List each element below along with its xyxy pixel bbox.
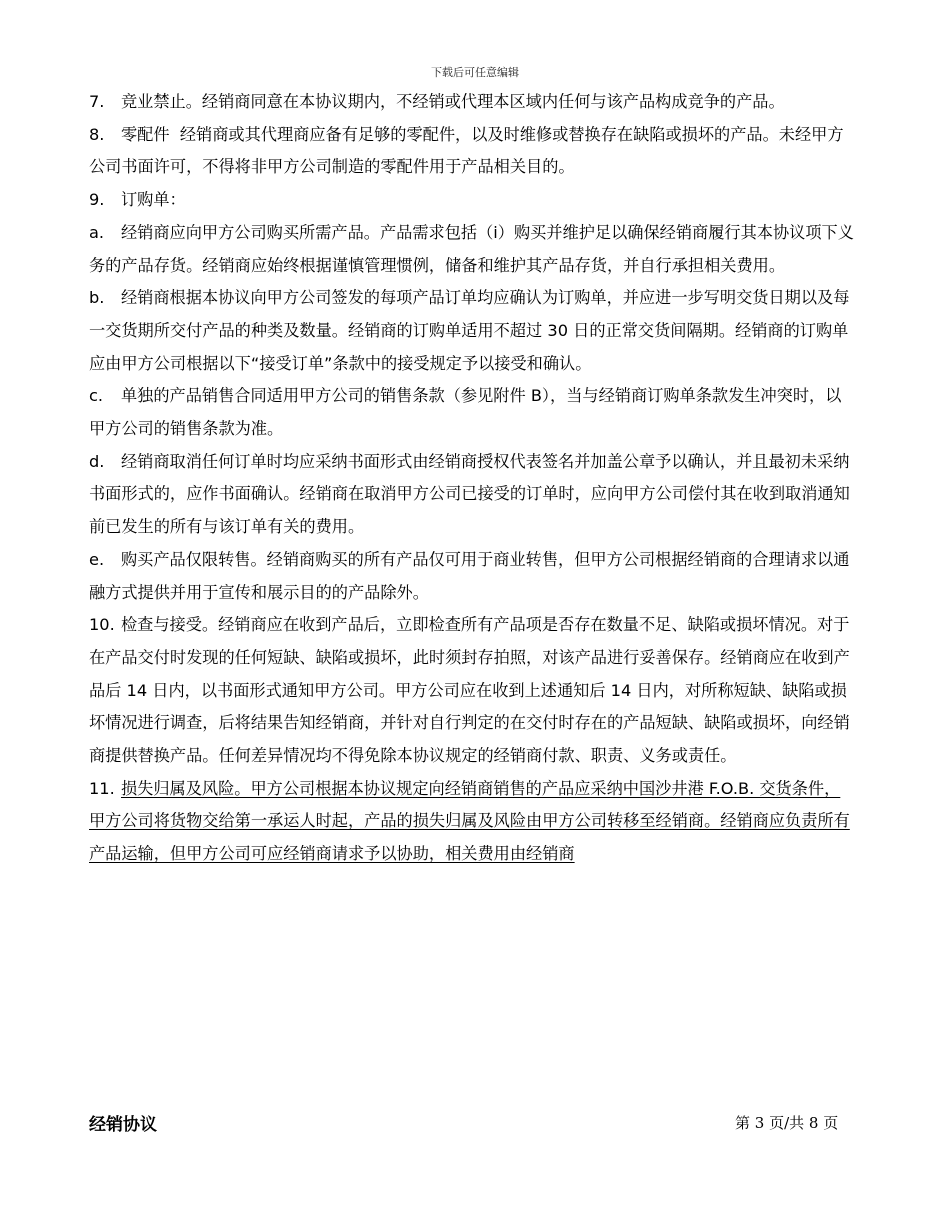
- header-note: 下载后可任意编辑: [431, 66, 519, 79]
- clause-8: 8. 零配件 经销商或其代理商应备有足够的零配件，以及时维修或替换存在缺陷或损坏的产品。未经甲方公司书面许可，不得将非甲方公司制造的零配件用于产品相关目的。: [89, 124, 844, 177]
- footer-title: 经销协议: [89, 1115, 157, 1135]
- clause-7: 7. 竞业禁止。经销商同意在本协议期内，不经销或代理本区域内任何与该产品构成竞争的产品。: [89, 92, 785, 111]
- clause-9c: c. 单独的产品销售合同适用甲方公司的销售条款（参见附件 B），当与经销商订购单条款发生冲突时，以甲方公司的销售条款为准。: [89, 386, 842, 439]
- clause-9e: e. 购买产品仅限转售。经销商购买的所有产品仅可用于商业转售，但甲方公司根据经销商的合理请求以通融方式提供并用于宣传和展示目的的产品除外。: [89, 549, 850, 602]
- clause-9a: a. 经销商应向甲方公司购买所需产品。产品需求包括（i）购买并维护足以确保经销商履行其本协议项下义务的产品存货。经销商应始终根据谨慎管理惯例，储备和维护其产品存货，并自行承担相关费用。: [89, 222, 854, 275]
- clause-11: 11. 损失归属及风险。甲方公司根据本协议规定向经销商销售的产品应采纳中国沙井港 F.O.B. 交货条件，甲方公司将货物交给第一承运人时起，产品的损失归属及风险由甲方公司转移至经销商。经销商应负责所有产品运输，但甲方公司可应经销商请求予以协助，相关费用由经销商: [89, 778, 850, 864]
- page-number: 第 3 页/共 8 页: [735, 1114, 839, 1132]
- clause-10: 10. 检查与接受。经销商应在收到产品后，立即检查所有产品项是否存在数量不足、缺陷或损坏情况。对于在产品交付时发现的任何短缺、缺陷或损坏，此时须封存拍照，对该产品进行妥善保存。经销商应在收到产品后 14 日内，以书面形式通知甲方公司。甲方公司应在收到上述通知后 14 日内，对所称短缺、缺陷或损坏情况进行调查，后将结果告知经销商，并针对自行判定的在交付时存在的产品短缺、缺陷或损坏，向经销商提供替换产品。任何差异情况均不得免除本协议规定的经销商付款、职责、义务或责任。: [89, 615, 850, 766]
- clause-9d: d. 经销商取消任何订单时均应采纳书面形式由经销商授权代表签名并加盖公章予以确认，并且最初未采纳书面形式的，应作书面确认。经销商在取消甲方公司已接受的订单时，应向甲方公司偿付其在收到取消通知前已发生的所有与该订单有关的费用。: [89, 451, 850, 537]
- document-body: [89, 86, 855, 871]
- clause-9: 9. 订购单：: [89, 190, 186, 210]
- clause-9b: b. 经销商根据本协议向甲方公司签发的每项产品订单均应确认为订购单，并应进一步写明交货日期以及每一交货期所交付产品的种类及数量。经销商的订购单适用不超过 30 日的正常交货间隔期。经销商的订购单应由甲方公司根据以下“接受订单”条款中的接受规定予以接受和确认。: [89, 288, 850, 373]
